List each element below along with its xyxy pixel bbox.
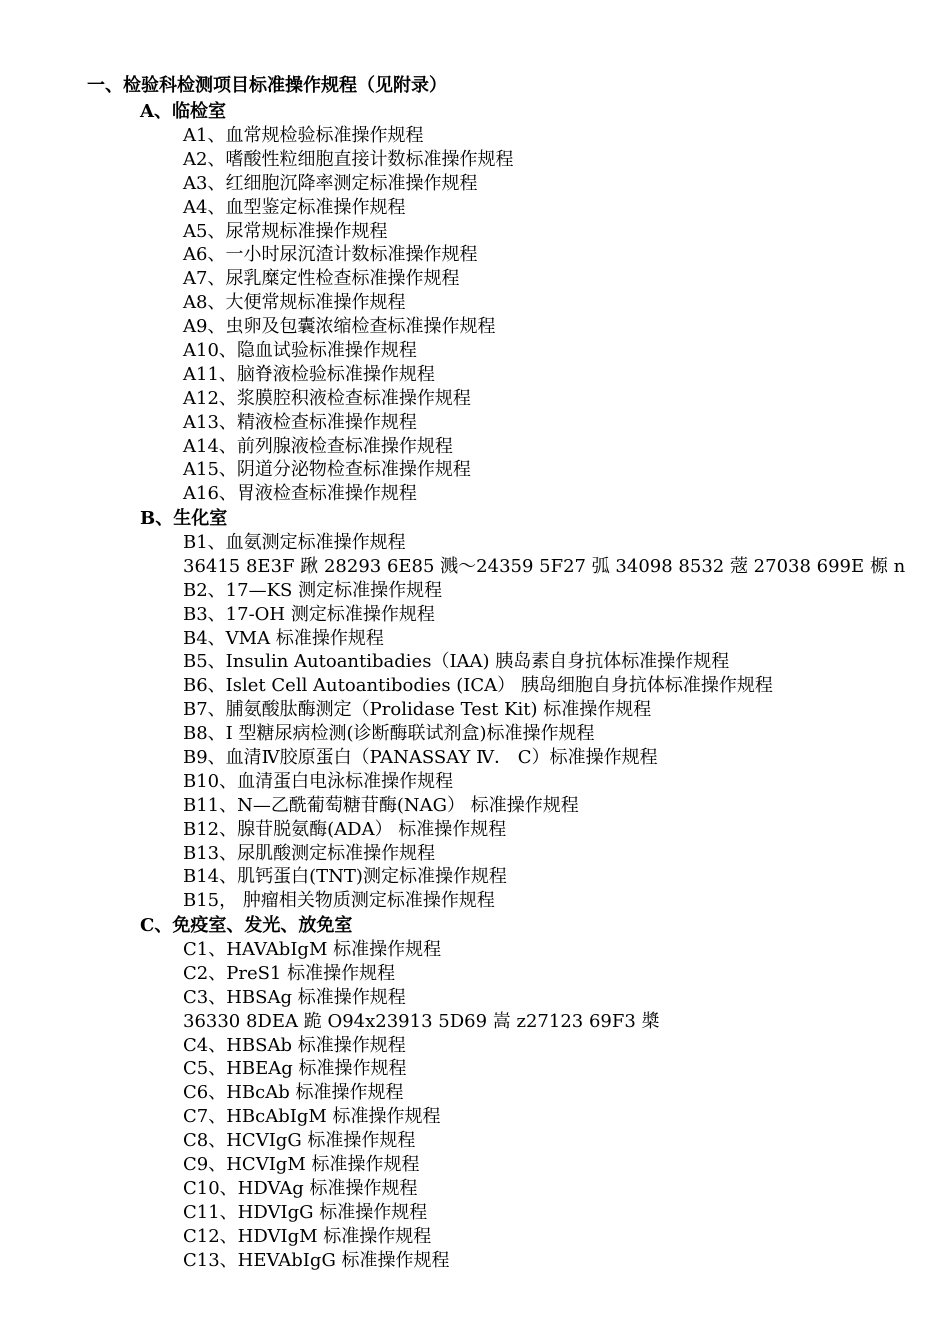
list-item: C1、HAVAbIgM 标准操作规程 <box>183 939 442 960</box>
list-item: B2、17—KS 测定标准操作规程 <box>183 579 443 601</box>
list-item: C4、HBSAb 标准操作规程 <box>183 1034 406 1056</box>
list-item: B1、血氨测定标准操作规程 <box>183 532 406 553</box>
list-item: A14、前列腺液检查标准操作规程 <box>183 435 453 457</box>
list-item: A4、血型鉴定标准操作规程 <box>183 196 406 218</box>
document-title: 一、检验科检测项目标准操作规程（见附录） <box>87 75 447 96</box>
list-item: 36415 8E3F 踿 28293 6E85 溅～24359 5F27 弧 34098 8532 蔲 27038 699E 榞 n <box>183 555 906 577</box>
list-item: A16、胃液检查标准操作规程 <box>183 483 417 505</box>
list-item: B11、N—乙酰葡萄糖苷酶(NAG） 标准操作规程 <box>183 794 579 816</box>
list-item: A3、红细胞沉降率测定标准操作规程 <box>183 172 478 194</box>
section-lab-immunology <box>140 914 660 1272</box>
list-item: B3、17-OH 测定标准操作规程 <box>183 603 435 625</box>
list-item: C8、HCVIgG 标准操作规程 <box>183 1130 416 1152</box>
section-item-list <box>183 124 513 506</box>
list-item: B7、脯氨酸肽酶测定（Prolidase Test Kit) 标准操作规程 <box>183 699 652 721</box>
section-heading: B、生化室 <box>140 508 228 529</box>
list-item: A5、尿常规标准操作规程 <box>183 220 388 242</box>
list-item: B15， 肿瘤相关物质测定标准操作规程 <box>183 890 495 912</box>
list-item: A10、隐血试验标准操作规程 <box>183 340 417 362</box>
list-item: A2、嗜酸性粒细胞直接计数标准操作规程 <box>183 148 514 170</box>
list-item: B12、腺苷脱氨酶(ADA） 标准操作规程 <box>183 818 507 840</box>
list-item: A6、一小时尿沉渣计数标准操作规程 <box>183 244 478 266</box>
list-item: C2、PreS1 标准操作规程 <box>183 962 396 984</box>
list-item: A15、阴道分泌物检查标准操作规程 <box>183 459 471 481</box>
list-item: A13、精液检查标准操作规程 <box>183 411 417 433</box>
list-item: B13、尿肌酸测定标准操作规程 <box>183 842 436 864</box>
list-item: C3、HBSAg 标准操作规程 <box>183 986 406 1008</box>
list-item: A11、脑脊液检验标准操作规程 <box>183 363 435 385</box>
list-item: A8、大便常规标准操作规程 <box>183 292 406 314</box>
list-item: C7、HBcAbIgM 标准操作规程 <box>183 1106 441 1128</box>
list-item: B5、Insulin Autoantibadies（IAA) 胰岛素自身抗体标准操作规程 <box>183 651 730 673</box>
list-item: C10、HDVAg 标准操作规程 <box>183 1177 418 1199</box>
list-item: C9、HCVIgM 标准操作规程 <box>183 1154 420 1176</box>
list-item: C13、HEVAbIgG 标准操作规程 <box>183 1249 450 1271</box>
list-item: B9、血清Ⅳ胶原蛋白（PANASSAY Ⅳ． C）标准操作规程 <box>183 747 658 769</box>
list-item: B8、I 型糖尿病检测(诊断酶联试剂盒)标准操作规程 <box>183 723 595 745</box>
list-item: 36330 8DEA 跪 O94x23913 5D69 嵩 z27123 69F3 槳 <box>183 1010 660 1032</box>
section-item-list <box>183 938 660 1272</box>
section-heading: A、临检室 <box>140 101 226 122</box>
list-item: C11、HDVIgG 标准操作规程 <box>183 1201 428 1223</box>
list-item: B6、Islet Cell Autoantibodies (ICA） 胰岛细胞自身抗体标准操作规程 <box>183 675 773 697</box>
list-item: B10、血清蛋白电泳标准操作规程 <box>183 770 454 792</box>
section-item-list <box>183 531 905 913</box>
section-lab-biochemistry <box>140 507 905 913</box>
list-item: A7、尿乳糜定性检查标准操作规程 <box>183 268 460 290</box>
section-heading: C、免疫室、发光、放免室 <box>140 915 353 936</box>
list-item: B14、肌钙蛋白(TNT)测定标准操作规程 <box>183 866 507 888</box>
list-item: C12、HDVIgM 标准操作规程 <box>183 1225 432 1247</box>
list-item: A9、虫卵及包囊浓缩检查标准操作规程 <box>183 316 496 338</box>
list-item: C5、HBEAg 标准操作规程 <box>183 1058 407 1080</box>
section-lab-clinical <box>140 100 513 506</box>
list-item: C6、HBcAb 标准操作规程 <box>183 1082 404 1104</box>
list-item: B4、VMA 标准操作规程 <box>183 627 384 649</box>
list-item: A12、浆膜腔积液检查标准操作规程 <box>183 387 471 409</box>
list-item: A1、血常规检验标准操作规程 <box>183 125 424 146</box>
